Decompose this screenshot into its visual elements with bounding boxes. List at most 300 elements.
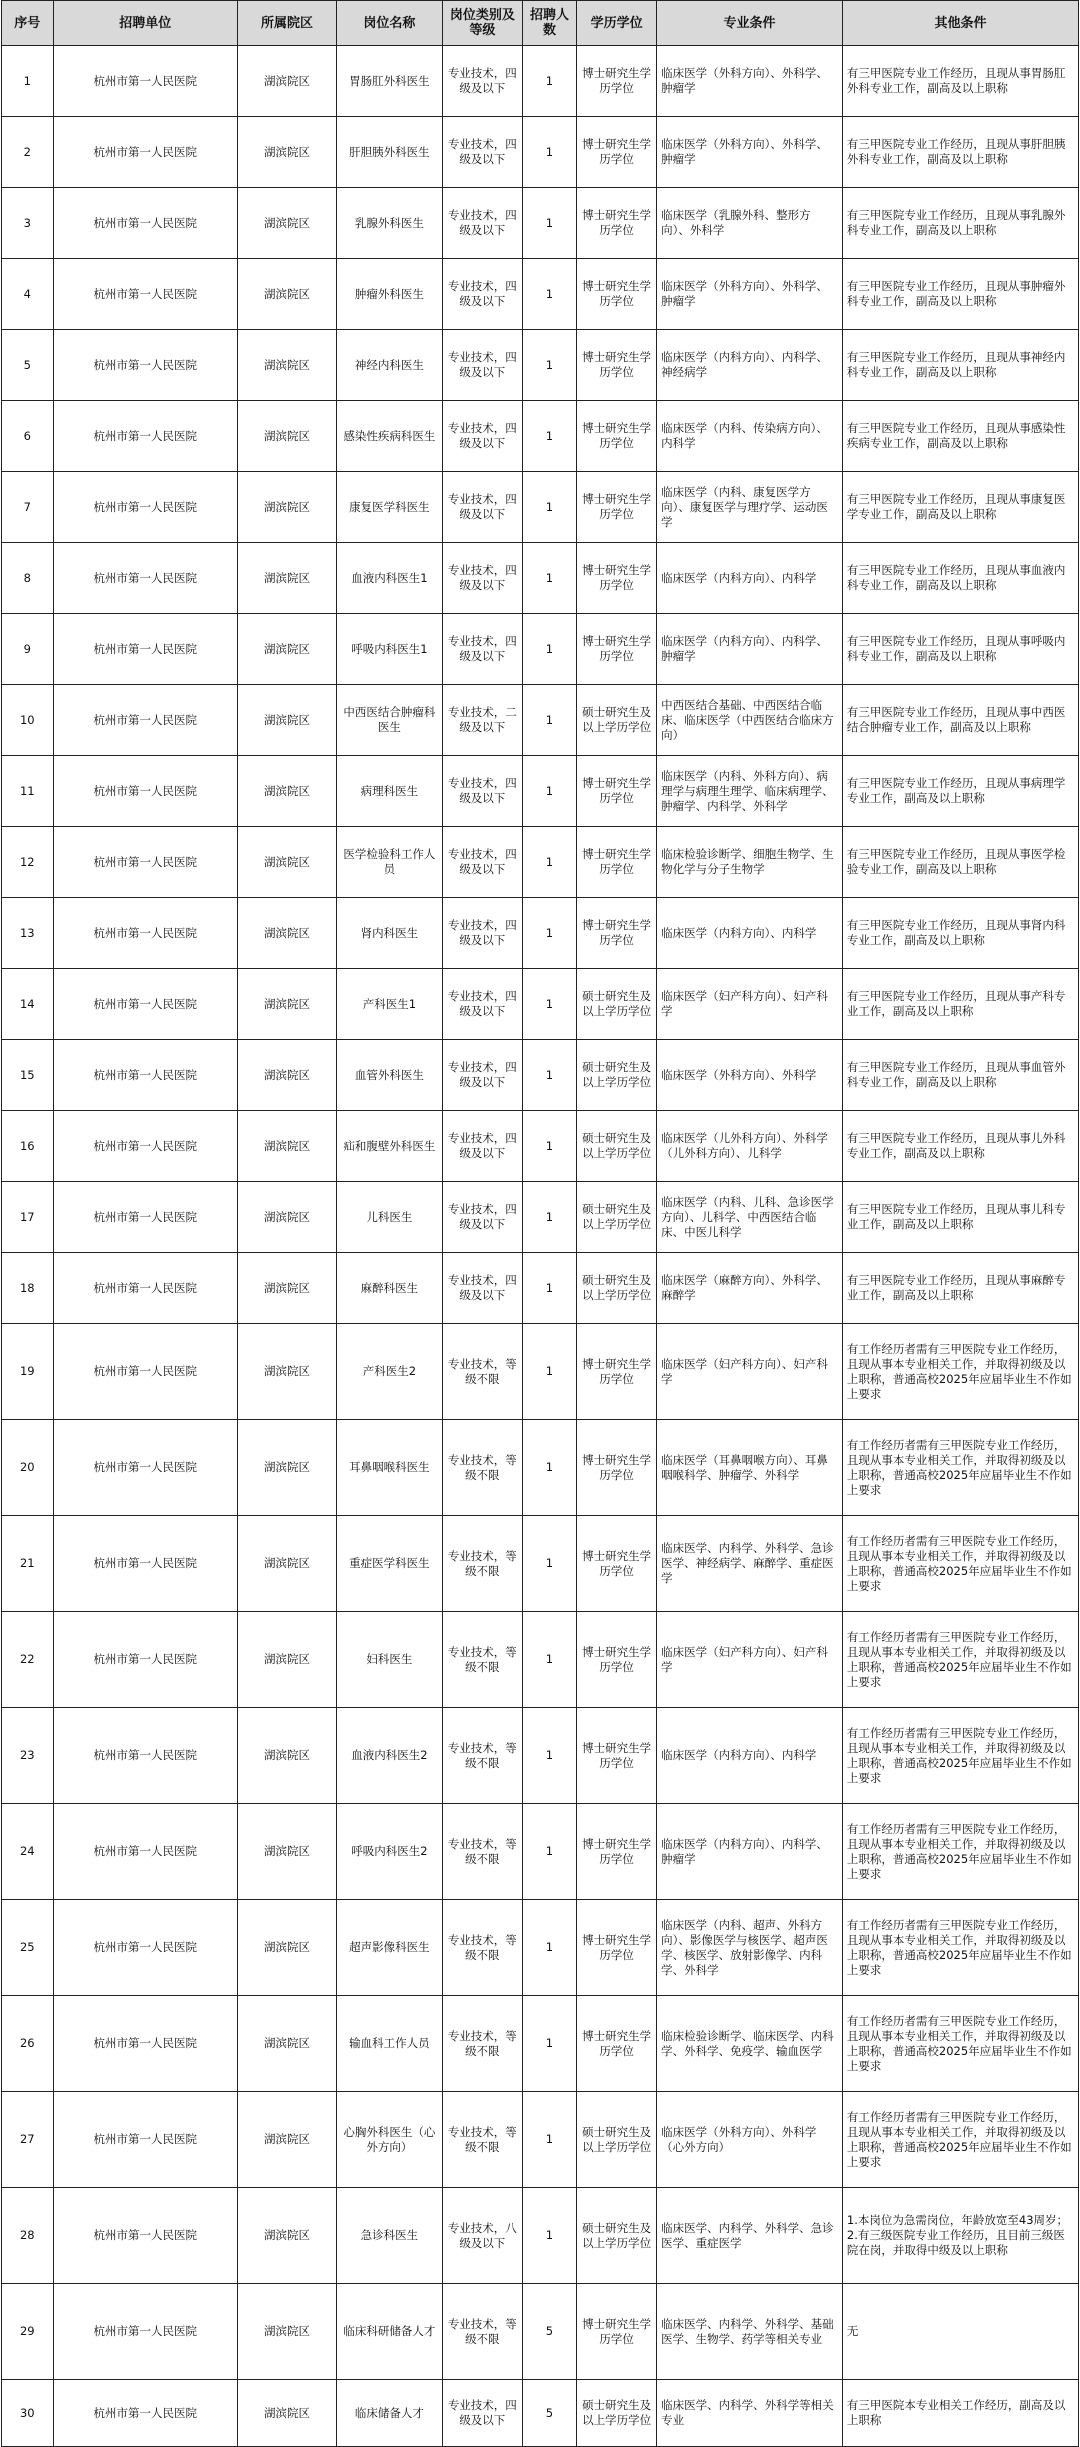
cell-seq: 22 xyxy=(2,1612,54,1708)
cell-campus: 湖滨院区 xyxy=(238,1111,337,1182)
cell-major: 临床医学（内科、外科方向）、病理学与病理生理学、临床病理学、肿瘤学、内科学、外科学 xyxy=(657,756,843,827)
cell-education: 博士研究生学历学位 xyxy=(577,756,657,827)
cell-post-name: 儿科医生 xyxy=(337,1182,443,1253)
cell-seq: 1 xyxy=(2,46,54,117)
cell-education: 博士研究生学历学位 xyxy=(577,1516,657,1612)
table-row xyxy=(2,1182,1079,1253)
cell-category: 专业技术，八级及以下 xyxy=(442,2188,522,2284)
cell-education: 博士研究生学历学位 xyxy=(577,330,657,401)
cell-major: 临床医学（外科方向）、外科学、肿瘤学 xyxy=(657,117,843,188)
cell-other: 有三甲医院专业工作经历，且现从事胃肠肛外科专业工作，副高及以上职称 xyxy=(842,46,1078,117)
cell-post-name: 麻醉科医生 xyxy=(337,1253,443,1324)
cell-other: 有三甲医院专业工作经历，且现从事肝胆胰外科专业工作，副高及以上职称 xyxy=(842,117,1078,188)
cell-count: 1 xyxy=(522,543,576,614)
cell-education: 博士研究生学历学位 xyxy=(577,827,657,898)
header-education: 学历学位 xyxy=(577,1,657,46)
cell-campus: 湖滨院区 xyxy=(238,2188,337,2284)
cell-post-name: 乳腺外科医生 xyxy=(337,188,443,259)
cell-category: 专业技术，四级及以下 xyxy=(442,898,522,969)
cell-seq: 13 xyxy=(2,898,54,969)
cell-seq: 19 xyxy=(2,1324,54,1420)
cell-post-name: 超声影像科医生 xyxy=(337,1900,443,1996)
cell-campus: 湖滨院区 xyxy=(238,827,337,898)
cell-other: 有三甲医院专业工作经历，且现从事血管外科专业工作，副高及以上职称 xyxy=(842,1040,1078,1111)
cell-other: 有三甲医院专业工作经历，且现从事儿科专业工作，副高及以上职称 xyxy=(842,1182,1078,1253)
cell-unit: 杭州市第一人民医院 xyxy=(53,1996,237,2092)
cell-seq: 7 xyxy=(2,472,54,543)
cell-campus: 湖滨院区 xyxy=(238,614,337,685)
cell-category: 专业技术，四级及以下 xyxy=(442,188,522,259)
cell-unit: 杭州市第一人民医院 xyxy=(53,259,237,330)
cell-post-name: 医学检验科工作人员 xyxy=(337,827,443,898)
cell-unit: 杭州市第一人民医院 xyxy=(53,1516,237,1612)
cell-campus: 湖滨院区 xyxy=(238,401,337,472)
header-post: 岗位名称 xyxy=(337,1,443,46)
cell-post-name: 血液内科医生2 xyxy=(337,1708,443,1804)
cell-education: 博士研究生学历学位 xyxy=(577,1612,657,1708)
cell-other: 有三甲医院专业工作经历，且现从事乳腺外科专业工作，副高及以上职称 xyxy=(842,188,1078,259)
table-row xyxy=(2,1040,1079,1111)
table-row xyxy=(2,472,1079,543)
header-category: 岗位类别及等级 xyxy=(442,1,522,46)
cell-campus: 湖滨院区 xyxy=(238,969,337,1040)
cell-seq: 14 xyxy=(2,969,54,1040)
cell-education: 博士研究生学历学位 xyxy=(577,1324,657,1420)
cell-seq: 11 xyxy=(2,756,54,827)
cell-education: 博士研究生学历学位 xyxy=(577,1420,657,1516)
cell-count: 1 xyxy=(522,898,576,969)
cell-unit: 杭州市第一人民医院 xyxy=(53,1420,237,1516)
cell-other: 有三甲医院专业工作经历，且现从事儿外科专业工作，副高及以上职称 xyxy=(842,1111,1078,1182)
cell-education: 博士研究生学历学位 xyxy=(577,46,657,117)
cell-education: 硕士研究生及以上学历学位 xyxy=(577,1111,657,1182)
cell-post-name: 胃肠肛外科医生 xyxy=(337,46,443,117)
cell-seq: 21 xyxy=(2,1516,54,1612)
cell-campus: 湖滨院区 xyxy=(238,1040,337,1111)
cell-category: 专业技术，四级及以下 xyxy=(442,756,522,827)
cell-other: 有三甲医院专业工作经历，且现从事中西医结合肿瘤专业工作，副高及以上职称 xyxy=(842,685,1078,756)
table-row xyxy=(2,1708,1079,1804)
cell-category: 专业技术，四级及以下 xyxy=(442,969,522,1040)
cell-campus: 湖滨院区 xyxy=(238,188,337,259)
header-unit: 招聘单位 xyxy=(53,1,237,46)
cell-count: 1 xyxy=(522,259,576,330)
cell-count: 1 xyxy=(522,330,576,401)
cell-other: 有三甲医院专业工作经历，且现从事病理学专业工作，副高及以上职称 xyxy=(842,756,1078,827)
cell-other: 有三甲医院专业工作经历，且现从事感染性疾病专业工作，副高及以上职称 xyxy=(842,401,1078,472)
cell-major: 临床医学（内科方向）、内科学 xyxy=(657,543,843,614)
cell-unit: 杭州市第一人民医院 xyxy=(53,2284,237,2380)
cell-major: 临床医学、内科学、外科学、急诊医学、神经病学、麻醉学、重症医学 xyxy=(657,1516,843,1612)
cell-category: 专业技术，四级及以下 xyxy=(442,827,522,898)
cell-category: 专业技术，四级及以下 xyxy=(442,543,522,614)
cell-campus: 湖滨院区 xyxy=(238,1996,337,2092)
cell-category: 专业技术，二级及以下 xyxy=(442,685,522,756)
table-row xyxy=(2,2188,1079,2284)
cell-seq: 15 xyxy=(2,1040,54,1111)
cell-campus: 湖滨院区 xyxy=(238,46,337,117)
cell-other: 有工作经历者需有三甲医院专业工作经历，且现从事本专业相关工作，并取得初级及以上职称，普通高校2025年应届毕业生不作如上要求 xyxy=(842,1900,1078,1996)
cell-campus: 湖滨院区 xyxy=(238,1253,337,1324)
cell-major: 临床医学（内科方向）、内科学、肿瘤学 xyxy=(657,614,843,685)
cell-campus: 湖滨院区 xyxy=(238,1804,337,1900)
cell-post-name: 耳鼻咽喉科医生 xyxy=(337,1420,443,1516)
cell-other: 有三甲医院专业工作经历，且现从事呼吸内科专业工作，副高及以上职称 xyxy=(842,614,1078,685)
cell-campus: 湖滨院区 xyxy=(238,543,337,614)
cell-category: 专业技术，等级不限 xyxy=(442,2092,522,2188)
cell-unit: 杭州市第一人民医院 xyxy=(53,2188,237,2284)
cell-education: 博士研究生学历学位 xyxy=(577,401,657,472)
cell-post-name: 重症医学科医生 xyxy=(337,1516,443,1612)
cell-count: 1 xyxy=(522,1040,576,1111)
cell-campus: 湖滨院区 xyxy=(238,2092,337,2188)
cell-category: 专业技术，等级不限 xyxy=(442,1516,522,1612)
table-row xyxy=(2,188,1079,259)
cell-education: 博士研究生学历学位 xyxy=(577,472,657,543)
cell-campus: 湖滨院区 xyxy=(238,1708,337,1804)
cell-count: 1 xyxy=(522,1324,576,1420)
cell-education: 硕士研究生及以上学历学位 xyxy=(577,685,657,756)
cell-campus: 湖滨院区 xyxy=(238,685,337,756)
cell-count: 1 xyxy=(522,2092,576,2188)
cell-major: 临床检验诊断学、细胞生物学、生物化学与分子生物学 xyxy=(657,827,843,898)
cell-unit: 杭州市第一人民医院 xyxy=(53,614,237,685)
cell-education: 博士研究生学历学位 xyxy=(577,1804,657,1900)
cell-seq: 29 xyxy=(2,2284,54,2380)
cell-campus: 湖滨院区 xyxy=(238,330,337,401)
cell-major: 临床医学（内科、儿科、急诊医学方向）、儿科学、中西医结合临床、中医儿科学 xyxy=(657,1182,843,1253)
cell-campus: 湖滨院区 xyxy=(238,1182,337,1253)
cell-unit: 杭州市第一人民医院 xyxy=(53,1040,237,1111)
cell-other: 无 xyxy=(842,2284,1078,2380)
cell-category: 专业技术，四级及以下 xyxy=(442,117,522,188)
cell-major: 临床医学（内科方向）、内科学 xyxy=(657,898,843,969)
table-row xyxy=(2,401,1079,472)
cell-category: 专业技术，四级及以下 xyxy=(442,401,522,472)
cell-campus: 湖滨院区 xyxy=(238,1420,337,1516)
cell-major: 临床检验诊断学、临床医学、内科学、外科学、免疫学、输血医学 xyxy=(657,1996,843,2092)
cell-count: 1 xyxy=(522,614,576,685)
header-row xyxy=(2,1,1079,46)
cell-post-name: 临床科研储备人才 xyxy=(337,2284,443,2380)
cell-count: 1 xyxy=(522,46,576,117)
cell-category: 专业技术，四级及以下 xyxy=(442,330,522,401)
cell-unit: 杭州市第一人民医院 xyxy=(53,188,237,259)
cell-education: 博士研究生学历学位 xyxy=(577,543,657,614)
cell-unit: 杭州市第一人民医院 xyxy=(53,1612,237,1708)
cell-unit: 杭州市第一人民医院 xyxy=(53,543,237,614)
cell-other: 有工作经历者需有三甲医院专业工作经历，且现从事本专业相关工作，并取得初级及以上职称，普通高校2025年应届毕业生不作如上要求 xyxy=(842,1516,1078,1612)
cell-post-name: 心胸外科医生（心外方向） xyxy=(337,2092,443,2188)
cell-post-name: 血液内科医生1 xyxy=(337,543,443,614)
cell-other: 有三甲医院专业工作经历，且现从事肿瘤外科专业工作，副高及以上职称 xyxy=(842,259,1078,330)
table-row xyxy=(2,117,1079,188)
cell-seq: 17 xyxy=(2,1182,54,1253)
cell-major: 临床医学（麻醉方向）、外科学、麻醉学 xyxy=(657,1253,843,1324)
cell-unit: 杭州市第一人民医院 xyxy=(53,2380,237,2447)
cell-education: 硕士研究生及以上学历学位 xyxy=(577,2380,657,2447)
cell-category: 专业技术，四级及以下 xyxy=(442,614,522,685)
cell-count: 1 xyxy=(522,401,576,472)
cell-education: 硕士研究生及以上学历学位 xyxy=(577,969,657,1040)
cell-campus: 湖滨院区 xyxy=(238,2380,337,2447)
table-body xyxy=(2,46,1079,2447)
cell-count: 1 xyxy=(522,1516,576,1612)
cell-education: 博士研究生学历学位 xyxy=(577,1708,657,1804)
cell-count: 1 xyxy=(522,472,576,543)
cell-education: 博士研究生学历学位 xyxy=(577,614,657,685)
cell-post-name: 临床储备人才 xyxy=(337,2380,443,2447)
cell-other: 有工作经历者需有三甲医院专业工作经历，且现从事本专业相关工作，并取得初级及以上职称，普通高校2025年应届毕业生不作如上要求 xyxy=(842,1996,1078,2092)
cell-post-name: 病理科医生 xyxy=(337,756,443,827)
cell-seq: 10 xyxy=(2,685,54,756)
header-count: 招聘人数 xyxy=(522,1,576,46)
cell-education: 博士研究生学历学位 xyxy=(577,898,657,969)
cell-seq: 28 xyxy=(2,2188,54,2284)
table-row xyxy=(2,1253,1079,1324)
cell-seq: 26 xyxy=(2,1996,54,2092)
cell-category: 专业技术，等级不限 xyxy=(442,1708,522,1804)
cell-category: 专业技术，四级及以下 xyxy=(442,259,522,330)
cell-other: 有工作经历者需有三甲医院专业工作经历，且现从事本专业相关工作，并取得初级及以上职称，普通高校2025年应届毕业生不作如上要求 xyxy=(842,1612,1078,1708)
cell-post-name: 疝和腹壁外科医生 xyxy=(337,1111,443,1182)
cell-post-name: 呼吸内科医生1 xyxy=(337,614,443,685)
cell-other: 有三甲医院专业工作经历，且现从事康复医学专业工作，副高及以上职称 xyxy=(842,472,1078,543)
cell-post-name: 产科医生2 xyxy=(337,1324,443,1420)
cell-major: 临床医学（内科方向）、内科学、神经病学 xyxy=(657,330,843,401)
cell-campus: 湖滨院区 xyxy=(238,1516,337,1612)
cell-unit: 杭州市第一人民医院 xyxy=(53,401,237,472)
table-row xyxy=(2,827,1079,898)
cell-other: 有工作经历者需有三甲医院专业工作经历，且现从事本专业相关工作，并取得初级及以上职称，普通高校2025年应届毕业生不作如上要求 xyxy=(842,2092,1078,2188)
table-row xyxy=(2,1420,1079,1516)
cell-education: 博士研究生学历学位 xyxy=(577,117,657,188)
cell-major: 临床医学、内科学、外科学、基础医学、生物学、药学等相关专业 xyxy=(657,2284,843,2380)
cell-seq: 12 xyxy=(2,827,54,898)
table-row xyxy=(2,46,1079,117)
table-row xyxy=(2,1516,1079,1612)
cell-count: 1 xyxy=(522,827,576,898)
cell-category: 专业技术，四级及以下 xyxy=(442,2380,522,2447)
cell-unit: 杭州市第一人民医院 xyxy=(53,685,237,756)
cell-seq: 9 xyxy=(2,614,54,685)
cell-count: 1 xyxy=(522,117,576,188)
cell-education: 硕士研究生及以上学历学位 xyxy=(577,2188,657,2284)
cell-post-name: 妇科医生 xyxy=(337,1612,443,1708)
cell-unit: 杭州市第一人民医院 xyxy=(53,117,237,188)
cell-seq: 24 xyxy=(2,1804,54,1900)
cell-campus: 湖滨院区 xyxy=(238,1612,337,1708)
table-row xyxy=(2,1900,1079,1996)
cell-count: 1 xyxy=(522,969,576,1040)
cell-seq: 18 xyxy=(2,1253,54,1324)
cell-education: 博士研究生学历学位 xyxy=(577,259,657,330)
cell-major: 临床医学（内科、传染病方向）、内科学 xyxy=(657,401,843,472)
header-major: 专业条件 xyxy=(657,1,843,46)
cell-category: 专业技术，等级不限 xyxy=(442,1612,522,1708)
cell-seq: 16 xyxy=(2,1111,54,1182)
cell-count: 1 xyxy=(522,1900,576,1996)
cell-count: 1 xyxy=(522,1708,576,1804)
cell-post-name: 神经内科医生 xyxy=(337,330,443,401)
table-row xyxy=(2,1111,1079,1182)
cell-unit: 杭州市第一人民医院 xyxy=(53,1804,237,1900)
cell-post-name: 肾内科医生 xyxy=(337,898,443,969)
cell-unit: 杭州市第一人民医院 xyxy=(53,46,237,117)
cell-seq: 6 xyxy=(2,401,54,472)
cell-count: 1 xyxy=(522,1420,576,1516)
cell-unit: 杭州市第一人民医院 xyxy=(53,1253,237,1324)
cell-major: 临床医学（耳鼻咽喉方向）、耳鼻咽喉科学、肿瘤学、外科学 xyxy=(657,1420,843,1516)
cell-seq: 25 xyxy=(2,1900,54,1996)
cell-seq: 27 xyxy=(2,2092,54,2188)
cell-post-name: 中西医结合肿瘤科医生 xyxy=(337,685,443,756)
cell-education: 博士研究生学历学位 xyxy=(577,2284,657,2380)
cell-unit: 杭州市第一人民医院 xyxy=(53,330,237,401)
header-campus: 所属院区 xyxy=(238,1,337,46)
cell-major: 临床医学（外科方向）、外科学 xyxy=(657,1040,843,1111)
table-row xyxy=(2,330,1079,401)
cell-other: 有三甲医院专业工作经历，且现从事血液内科专业工作，副高及以上职称 xyxy=(842,543,1078,614)
cell-education: 硕士研究生及以上学历学位 xyxy=(577,1040,657,1111)
cell-unit: 杭州市第一人民医院 xyxy=(53,1708,237,1804)
cell-count: 1 xyxy=(522,2188,576,2284)
cell-unit: 杭州市第一人民医院 xyxy=(53,1182,237,1253)
cell-seq: 8 xyxy=(2,543,54,614)
cell-other: 1.本岗位为急需岗位，年龄放宽至43周岁； 2.有三级医院专业工作经历，且目前三级医院在岗，并取得中级及以上职称 xyxy=(842,2188,1078,2284)
cell-count: 1 xyxy=(522,1253,576,1324)
cell-category: 专业技术，四级及以下 xyxy=(442,1111,522,1182)
cell-count: 1 xyxy=(522,188,576,259)
cell-category: 专业技术，四级及以下 xyxy=(442,472,522,543)
cell-post-name: 肿瘤外科医生 xyxy=(337,259,443,330)
cell-unit: 杭州市第一人民医院 xyxy=(53,756,237,827)
header-seq: 序号 xyxy=(2,1,54,46)
cell-seq: 3 xyxy=(2,188,54,259)
cell-post-name: 康复医学科医生 xyxy=(337,472,443,543)
cell-other: 有三甲医院专业工作经历，且现从事神经内科专业工作，副高及以上职称 xyxy=(842,330,1078,401)
cell-campus: 湖滨院区 xyxy=(238,1900,337,1996)
cell-category: 专业技术，四级及以下 xyxy=(442,46,522,117)
cell-unit: 杭州市第一人民医院 xyxy=(53,969,237,1040)
cell-campus: 湖滨院区 xyxy=(238,2284,337,2380)
cell-post-name: 产科医生1 xyxy=(337,969,443,1040)
cell-campus: 湖滨院区 xyxy=(238,756,337,827)
cell-major: 临床医学（内科方向）、内科学 xyxy=(657,1708,843,1804)
cell-seq: 5 xyxy=(2,330,54,401)
cell-count: 1 xyxy=(522,1804,576,1900)
cell-other: 有三甲医院专业工作经历，且现从事产科专业工作，副高及以上职称 xyxy=(842,969,1078,1040)
cell-major: 临床医学、内科学、外科学、急诊医学、重症医学 xyxy=(657,2188,843,2284)
table-row xyxy=(2,2380,1079,2447)
table-row xyxy=(2,259,1079,330)
cell-category: 专业技术，四级及以下 xyxy=(442,1040,522,1111)
cell-post-name: 感染性疾病科医生 xyxy=(337,401,443,472)
cell-major: 临床医学（外科方向）、外科学、肿瘤学 xyxy=(657,46,843,117)
cell-seq: 4 xyxy=(2,259,54,330)
cell-category: 专业技术，等级不限 xyxy=(442,1996,522,2092)
cell-count: 1 xyxy=(522,756,576,827)
cell-count: 1 xyxy=(522,1612,576,1708)
cell-count: 1 xyxy=(522,1996,576,2092)
cell-major: 临床医学（妇产科方向）、妇产科学 xyxy=(657,1324,843,1420)
cell-major: 临床医学、内科学、外科学等相关专业 xyxy=(657,2380,843,2447)
cell-other: 有工作经历者需有三甲医院专业工作经历，且现从事本专业相关工作，并取得初级及以上职称，普通高校2025年应届毕业生不作如上要求 xyxy=(842,1324,1078,1420)
table-row xyxy=(2,2092,1079,2188)
cell-campus: 湖滨院区 xyxy=(238,259,337,330)
table-row xyxy=(2,756,1079,827)
cell-seq: 20 xyxy=(2,1420,54,1516)
cell-education: 硕士研究生及以上学历学位 xyxy=(577,1182,657,1253)
recruitment-table xyxy=(1,0,1079,2447)
cell-post-name: 呼吸内科医生2 xyxy=(337,1804,443,1900)
cell-other: 有工作经历者需有三甲医院专业工作经历，且现从事本专业相关工作，并取得初级及以上职称，普通高校2025年应届毕业生不作如上要求 xyxy=(842,1420,1078,1516)
cell-major: 临床医学（儿外科方向）、外科学（儿外科方向）、儿科学 xyxy=(657,1111,843,1182)
table-row xyxy=(2,1996,1079,2092)
cell-category: 专业技术，等级不限 xyxy=(442,1900,522,1996)
cell-major: 临床医学（内科、超声、外科方向）、影像医学与核医学、超声医学、核医学、放射影像学、内科学、外科学 xyxy=(657,1900,843,1996)
cell-education: 硕士研究生及以上学历学位 xyxy=(577,1253,657,1324)
cell-category: 专业技术，四级及以下 xyxy=(442,1182,522,1253)
cell-post-name: 急诊科医生 xyxy=(337,2188,443,2284)
cell-count: 1 xyxy=(522,1182,576,1253)
cell-major: 临床医学（妇产科方向）、妇产科学 xyxy=(657,1612,843,1708)
cell-other: 有工作经历者需有三甲医院专业工作经历，且现从事本专业相关工作，并取得初级及以上职称，普通高校2025年应届毕业生不作如上要求 xyxy=(842,1708,1078,1804)
cell-category: 专业技术，四级及以下 xyxy=(442,1253,522,1324)
cell-unit: 杭州市第一人民医院 xyxy=(53,898,237,969)
table-row xyxy=(2,969,1079,1040)
cell-count: 5 xyxy=(522,2380,576,2447)
cell-unit: 杭州市第一人民医院 xyxy=(53,2092,237,2188)
cell-post-name: 肝胆胰外科医生 xyxy=(337,117,443,188)
cell-seq: 30 xyxy=(2,2380,54,2447)
cell-major: 临床医学（乳腺外科、整形方向）、外科学 xyxy=(657,188,843,259)
cell-education: 博士研究生学历学位 xyxy=(577,1900,657,1996)
cell-education: 博士研究生学历学位 xyxy=(577,1996,657,2092)
table-row xyxy=(2,2284,1079,2380)
table-row xyxy=(2,1612,1079,1708)
cell-unit: 杭州市第一人民医院 xyxy=(53,1324,237,1420)
cell-campus: 湖滨院区 xyxy=(238,898,337,969)
cell-seq: 23 xyxy=(2,1708,54,1804)
cell-count: 1 xyxy=(522,685,576,756)
table-row xyxy=(2,543,1079,614)
cell-other: 有三甲医院专业工作经历，且现从事麻醉专业工作，副高及以上职称 xyxy=(842,1253,1078,1324)
cell-other: 有三甲医院本专业相关工作经历，副高及以上职称 xyxy=(842,2380,1078,2447)
cell-category: 专业技术，等级不限 xyxy=(442,1420,522,1516)
cell-seq: 2 xyxy=(2,117,54,188)
cell-count: 1 xyxy=(522,1111,576,1182)
cell-category: 专业技术，等级不限 xyxy=(442,2284,522,2380)
cell-major: 临床医学（内科、康复医学方向）、康复医学与理疗学、运动医学 xyxy=(657,472,843,543)
cell-unit: 杭州市第一人民医院 xyxy=(53,827,237,898)
cell-campus: 湖滨院区 xyxy=(238,1324,337,1420)
cell-unit: 杭州市第一人民医院 xyxy=(53,1111,237,1182)
cell-category: 专业技术，等级不限 xyxy=(442,1324,522,1420)
table-row xyxy=(2,1804,1079,1900)
cell-major: 临床医学（外科方向）、外科学、肿瘤学 xyxy=(657,259,843,330)
cell-category: 专业技术，等级不限 xyxy=(442,1804,522,1900)
cell-other: 有三甲医院专业工作经历，且现从事医学检验专业工作，副高及以上职称 xyxy=(842,827,1078,898)
cell-major: 中西医结合基础、中西医结合临床、临床医学（中西医结合临床方向） xyxy=(657,685,843,756)
cell-other: 有三甲医院专业工作经历，且现从事肾内科专业工作，副高及以上职称 xyxy=(842,898,1078,969)
table-row xyxy=(2,1324,1079,1420)
cell-major: 临床医学（妇产科方向）、妇产科学 xyxy=(657,969,843,1040)
cell-unit: 杭州市第一人民医院 xyxy=(53,472,237,543)
cell-education: 博士研究生学历学位 xyxy=(577,188,657,259)
header-other: 其他条件 xyxy=(842,1,1078,46)
cell-unit: 杭州市第一人民医院 xyxy=(53,1900,237,1996)
